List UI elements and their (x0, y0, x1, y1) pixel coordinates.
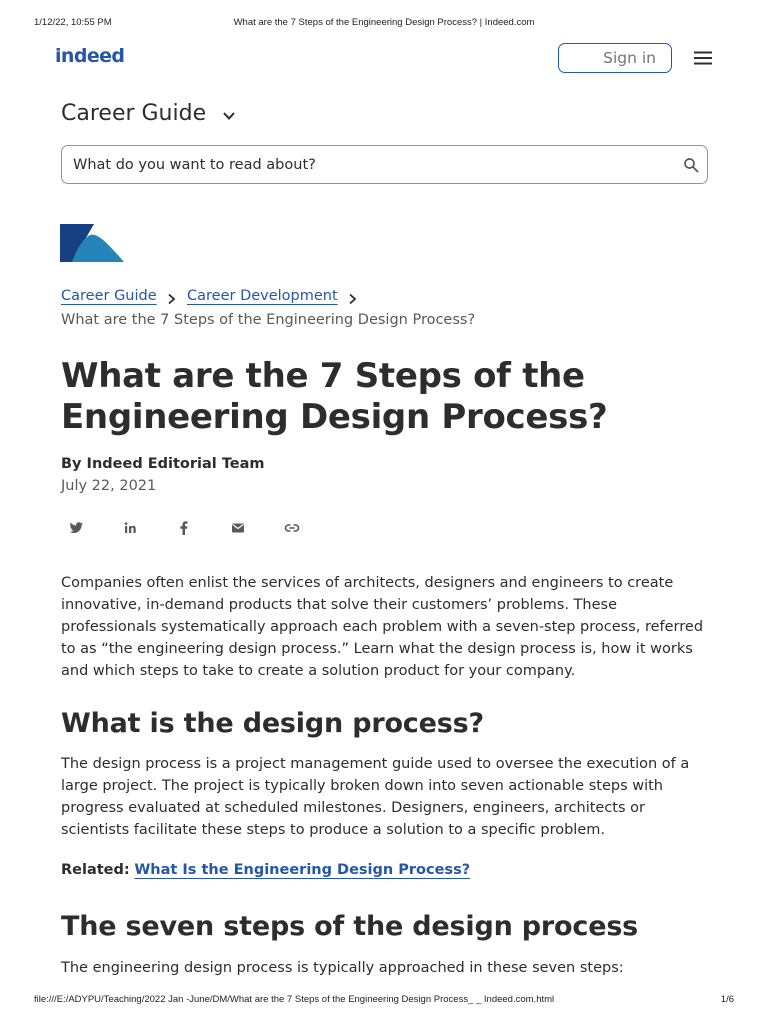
section-heading-design-process: What is the design process? (61, 708, 484, 739)
print-page-number: 1/6 (720, 994, 734, 1005)
related-article (61, 862, 470, 878)
print-page-title: What are the 7 Steps of the Engineering Design Process? | Indeed.com (233, 17, 535, 28)
related-label: Related: (61, 862, 130, 878)
article-author: By Indeed Editorial Team (61, 456, 265, 472)
chevron-right-icon (167, 293, 176, 305)
facebook-icon[interactable] (176, 520, 192, 536)
breadcrumb-current: What are the 7 Steps of the Engineering Design Process? (61, 312, 476, 328)
page-title: What are the 7 Steps of the Engineering Design Process? (61, 356, 608, 437)
search-box (61, 145, 708, 184)
search-input[interactable] (73, 146, 663, 183)
print-datetime: 1/12/22, 10:55 PM (34, 17, 112, 28)
print-file-path: file:///E:/ADYPU/Teaching/2022 Jan -June/DM/What are the 7 Steps of the Engineering Design Process_ _ Indeed.com.html (34, 994, 555, 1005)
hamburger-menu-icon[interactable] (693, 50, 713, 66)
article-date: July 22, 2021 (61, 478, 157, 494)
article-intro: Companies often enlist the services of architects, designers and engineers to create innovative, in-demand products that solve their customers’ problems. These professionals systematically approach each problem with a seven-step process, referred to as “the engineering design process.” Learn what the design process is, how it works and which steps to take to create a solution product for your company. (61, 575, 704, 679)
email-icon[interactable] (230, 520, 246, 536)
search-icon[interactable] (683, 157, 699, 173)
breadcrumb-career-guide[interactable]: Career Guide (61, 288, 157, 304)
section-body-design-process: The design process is a project management guide used to oversee the execution of a large project. The project is typically broken down into seven actionable steps with progress evaluated at scheduled milestones. Designers, engineers, architects or scientists facilitate these steps to produce a solution to a specific problem. (61, 756, 690, 838)
chevron-right-icon (348, 293, 357, 305)
chevron-down-icon[interactable] (222, 111, 236, 121)
breadcrumb-career-development[interactable]: Career Development (187, 288, 338, 304)
linkedin-icon[interactable] (122, 520, 138, 536)
section-heading-seven-steps: The seven steps of the design process (61, 911, 639, 942)
sign-in-button[interactable]: Sign in (558, 43, 672, 73)
link-icon[interactable] (284, 520, 300, 536)
twitter-icon[interactable] (68, 520, 84, 536)
related-link[interactable]: What Is the Engineering Design Process? (134, 862, 471, 878)
indeed-logo[interactable]: indeed (55, 45, 125, 67)
section-intro-seven-steps: The engineering design process is typically approached in these seven steps: (61, 960, 624, 976)
career-guide-title[interactable]: Career Guide (61, 101, 207, 126)
career-guide-logo-icon (60, 224, 124, 262)
